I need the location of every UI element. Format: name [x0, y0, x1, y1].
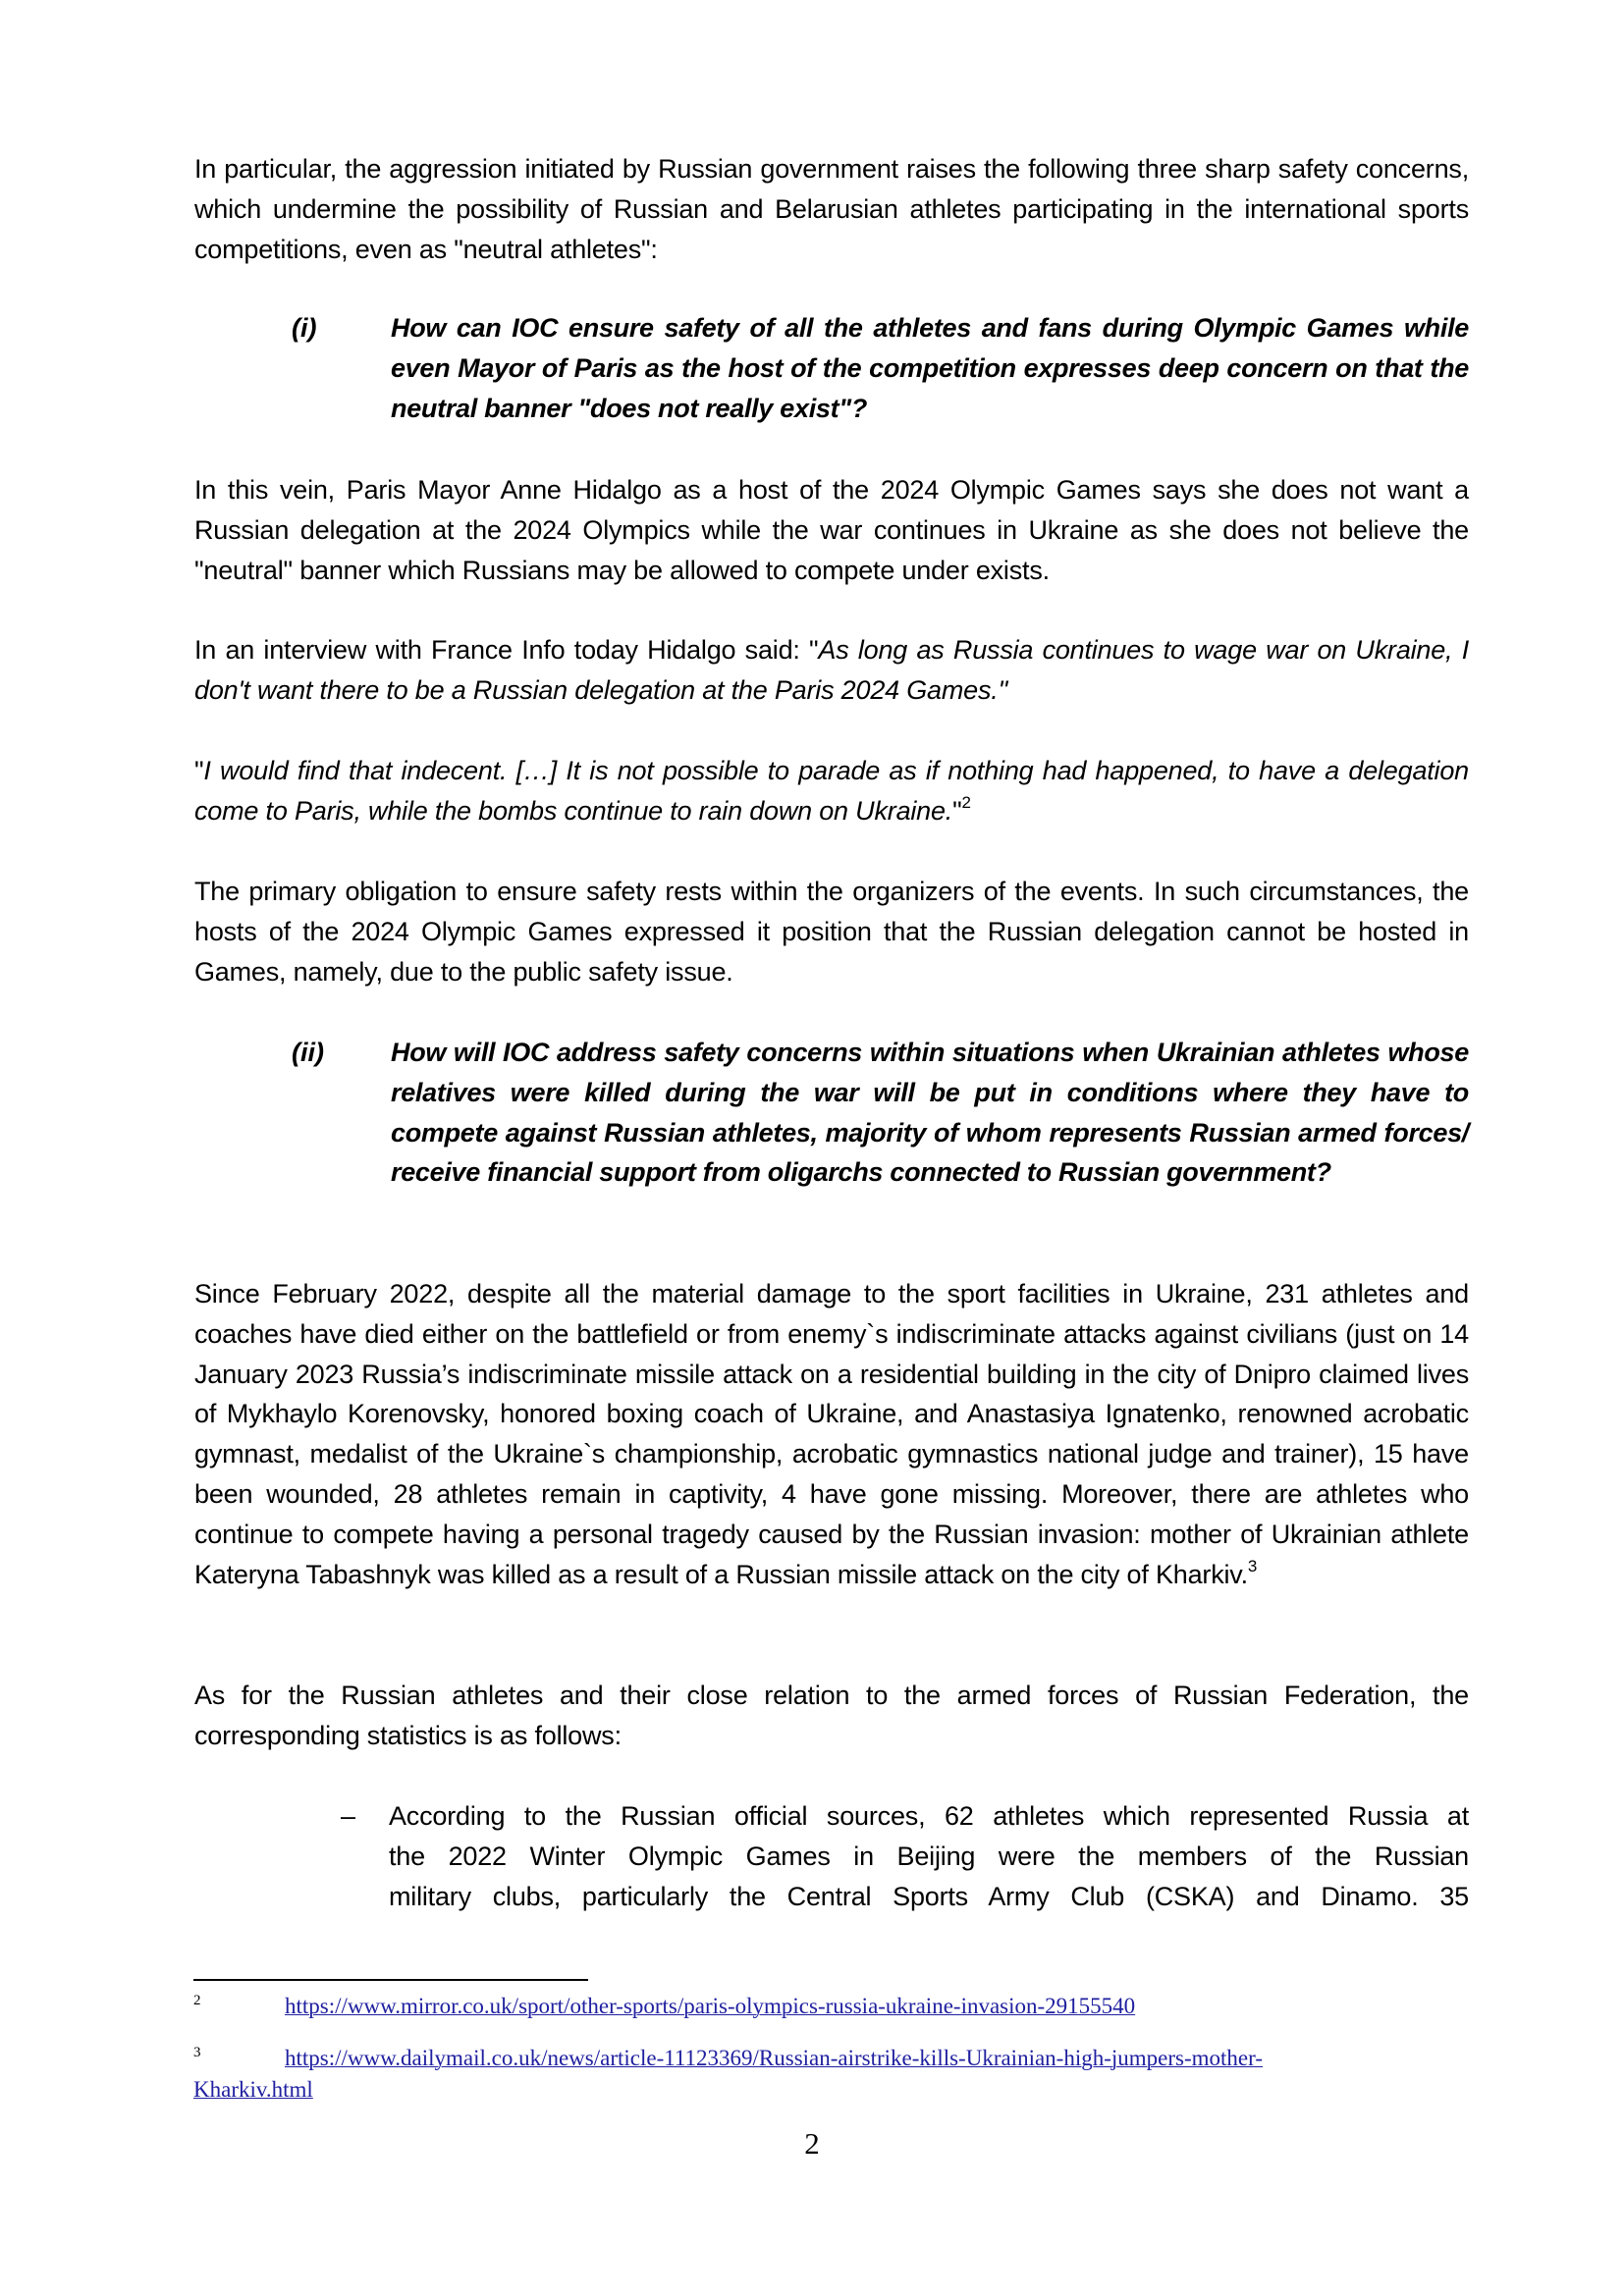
question-number: (i): [292, 313, 317, 343]
interview-quote: As long as Russia continues to wage war on Ukraine, I don't want there to be a Russian delegation at the Paris 2024 Games.": [194, 635, 1469, 705]
paragraph-russian-athletes-relation: As for the Russian athletes and their close relation to the armed forces of Russian Federation, the corresponding statistics is as follows:: [194, 1681, 1469, 1750]
paragraph-safety-concerns-intro: In particular, the aggression initiated by Russian government raises the following three sharp safety concerns, which undermine the possibility of Russian and Belarusian athletes participating in the international sports competitions, even as "neutral athletes":: [194, 154, 1469, 264]
page-number: 2: [804, 2126, 820, 2161]
footnote-link[interactable]: https://www.mirror.co.uk/sport/other-sports/paris-olympics-russia-ukraine-invasion-29155540: [285, 1994, 1136, 2018]
list-line: According to the Russian official sources, 62 athletes which represented Russia at: [389, 1801, 1469, 1831]
question-text: How can IOC ensure safety of all the athletes and fans during Olympic Games while even Mayor of Paris as the host of the competition expresses deep concern on that the neutral banner "does not really exist"?: [391, 313, 1469, 423]
list-item-text: [389, 1796, 1469, 1916]
footnote-3: 3 https://www.dailymail.co.uk/news/article-11123369/Russian-airstrike-kills-Ukrainian-high-jumpers-mother- Kharkiv.html: [193, 2045, 1263, 2102]
footnote-2: 2 https://www.mirror.co.uk/sport/other-sports/paris-olympics-russia-ukraine-invasion-29155540: [193, 1993, 1136, 2018]
question-text: How will IOC address safety concerns within situations when Ukrainian athletes whose relatives were killed during the war will be put in conditions where they have to compete against Russian athletes, majority of whom represents Russian armed forces/ receive financial support from oligarchs connected to Russian government?: [391, 1038, 1469, 1188]
footnote-ref-3[interactable]: 3: [1247, 1556, 1258, 1575]
question-number: (ii): [292, 1038, 324, 1067]
footnote-ref-2[interactable]: 2: [961, 792, 971, 812]
quote-open: ": [194, 756, 204, 785]
interview-lead: In an interview with France Info today Hidalgo said: ": [194, 635, 819, 665]
indecent-quote: I would find that indecent. […] It is not possible to parade as if nothing had happened, to have a delegation come to Paris, while the bombs continue to rain down on Ukraine.: [194, 756, 1469, 826]
casualties-text: Since February 2022, despite all the material damage to the sport facilities in Ukraine, 231 athletes and coaches have died either on the battlefield or from enemy`s indiscriminate attacks against civilians (just on 14 January 2023 Russia’s indiscriminate missile attack on a residential building in the city of Dnipro claimed lives of Mykhaylo Korenovsky, honored boxing coach of Ukraine, and Anastasiya Ignatenko, renowned acrobatic gymnast, medalist of the Ukraine`s championship, acrobatic gymnastics national judge and trainer), 15 have been wounded, 28 athletes remain in captivity, 4 have gone missing. Moreover, there are athletes who continue to compete having a personal tragedy caused by the Russian invasion: mother of Ukrainian athlete Kateryna Tabashnyk was killed as a result of a Russian missile attack on the city of Kharkiv.: [194, 1279, 1469, 1589]
footnote-link[interactable]: https://www.dailymail.co.uk/news/article-11123369/Russian-airstrike-kills-Ukrainian-high-jumpers-mother-: [285, 2046, 1263, 2070]
dash-bullet-icon: –: [341, 1801, 356, 1831]
footnote-link-continued[interactable]: Kharkiv.html: [193, 2077, 313, 2102]
footnote-separator: [193, 1979, 588, 1981]
list-line: the 2022 Winter Olympic Games in Beijing were the members of the Russian: [389, 1841, 1469, 1871]
paragraph-indecent-quote: [194, 751, 1469, 831]
list-line: military clubs, particularly the Central Sports Army Club (CSKA) and Dinamo. 35: [389, 1881, 1469, 1911]
paragraph-hidalgo-position: In this vein, Paris Mayor Anne Hidalgo as a host of the 2024 Olympic Games says she does not want a Russian delegation at the 2024 Olympics while the war continues in Ukraine as she does not believe the "neutral" banner which Russians may be allowed to compete under exists.: [194, 475, 1469, 585]
paragraph-primary-obligation: The primary obligation to ensure safety rests within the organizers of the events. In such circumstances, the hosts of the 2024 Olympic Games expressed it position that the Russian delegation cannot be hosted in Games, namely, due to the public safety issue.: [194, 877, 1469, 987]
quote-close: ": [952, 795, 962, 826]
paragraph-france-info-interview: [194, 630, 1469, 711]
paragraph-athlete-casualties: [194, 1274, 1469, 1594]
